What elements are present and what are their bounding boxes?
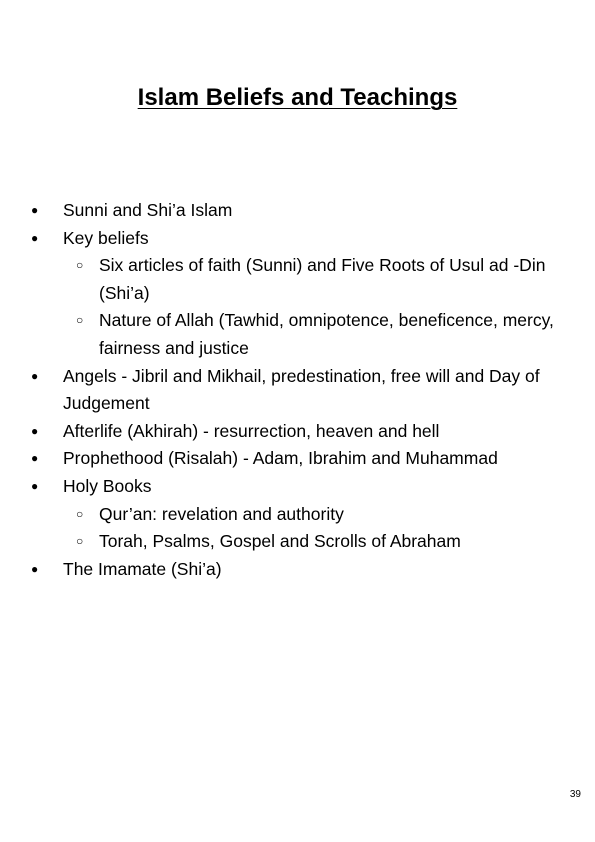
hollow-bullet-icon: ○ <box>76 534 84 549</box>
bullet-icon: ● <box>31 423 39 438</box>
bullet-icon: ● <box>31 368 39 383</box>
topic-list <box>0 197 595 583</box>
list-item-text: Angels - Jibril and Mikhail, predestination, free will and Day of Judgement <box>63 365 540 414</box>
list-item-text: The Imamate (Shi’a) <box>63 558 222 579</box>
hollow-bullet-icon: ○ <box>76 258 84 273</box>
sublist-item-nature-of-allah <box>0 307 595 362</box>
sublist-item-text: Qur’an: revelation and authority <box>99 503 344 524</box>
list-item-prophethood <box>0 445 595 473</box>
page-title: Islam Beliefs and Teachings <box>137 84 458 111</box>
hollow-bullet-icon: ○ <box>76 313 84 328</box>
list-item-text: Holy Books <box>63 475 152 496</box>
sublist-item-other-scriptures <box>0 528 595 556</box>
bullet-icon: ● <box>31 478 39 493</box>
list-item-key-beliefs <box>0 225 595 253</box>
list-item-text: Key beliefs <box>63 227 149 248</box>
list-item-holy-books <box>0 473 595 501</box>
page-number: 39 <box>569 789 581 800</box>
sublist-item-text: Nature of Allah (Tawhid, omnipotence, beneficence, mercy, fairness and justice <box>99 310 554 358</box>
bullet-icon: ● <box>31 561 39 576</box>
list-item-text: Afterlife (Akhirah) - resurrection, heaven and hell <box>63 420 440 441</box>
list-item-text: Prophethood (Risalah) - Adam, Ibrahim and Muhammad <box>63 448 498 469</box>
list-item-text: Sunni and Shi’a Islam <box>63 200 233 220</box>
hollow-bullet-icon: ○ <box>76 506 84 521</box>
list-item-sunni-shia <box>0 197 595 225</box>
sublist-item-articles-of-faith <box>0 252 595 307</box>
bullet-icon: ● <box>31 203 39 217</box>
list-item-afterlife <box>0 418 595 446</box>
bullet-icon: ● <box>31 230 39 245</box>
list-item-imamate <box>0 556 595 584</box>
list-item-angels <box>0 363 595 418</box>
bullet-icon: ● <box>31 451 39 466</box>
sublist-item-text: Torah, Psalms, Gospel and Scrolls of Abraham <box>99 531 461 552</box>
sublist-item-text: Six articles of faith (Sunni) and Five Roots of Usul ad -Din (Shi’a) <box>99 255 546 303</box>
sublist-item-quran <box>0 501 595 529</box>
